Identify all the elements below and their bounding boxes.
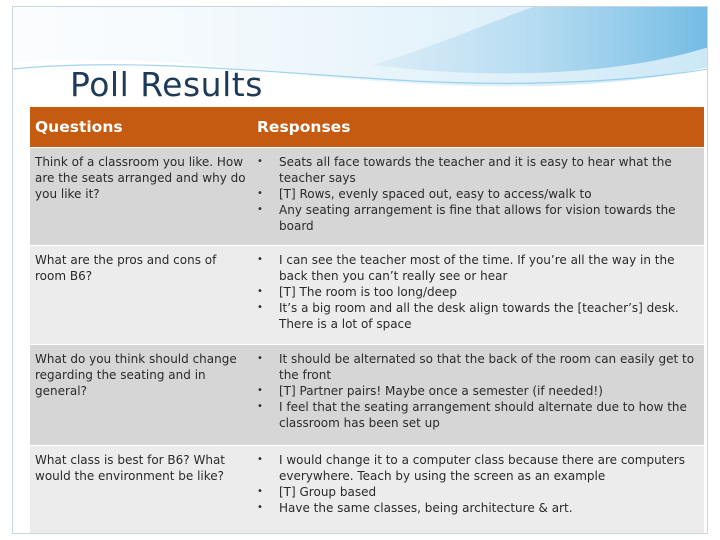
table-row: [30, 246, 704, 345]
question-cell: What do you think should change regarding the seating and in general?: [30, 345, 252, 446]
response-item: • [T] Partner pairs! Maybe once a semester (if needed!): [257, 383, 699, 399]
response-list: [257, 252, 699, 332]
question-cell: What are the pros and cons of room B6?: [30, 246, 252, 345]
response-item: • Have the same classes, being architecture & art.: [257, 500, 699, 516]
page-title: Poll Results: [70, 65, 263, 104]
responses-cell: [252, 148, 704, 246]
response-item: • I can see the teacher most of the time. If you’re all the way in the back then you can’t really see or hear: [257, 252, 699, 284]
poll-results-table: [30, 107, 704, 534]
response-item: • Seats all face towards the teacher and it is easy to hear what the teacher says: [257, 154, 699, 186]
responses-cell: [252, 246, 704, 345]
response-item: • [T] Rows, evenly spaced out, easy to access/walk to: [257, 186, 699, 202]
responses-column-header: Responses: [252, 107, 704, 148]
table-row: [30, 446, 704, 535]
response-list: [257, 154, 699, 234]
response-item: • It’s a big room and all the desk align towards the [teacher’s] desk. There is a lot of space: [257, 300, 699, 332]
response-item: • [T] Group based: [257, 484, 699, 500]
responses-cell: [252, 345, 704, 446]
table-header-row: [30, 107, 704, 148]
response-list: [257, 351, 699, 431]
table-row: [30, 345, 704, 446]
questions-column-header: Questions: [30, 107, 252, 148]
response-item: • It should be alternated so that the back of the room can easily get to the front: [257, 351, 699, 383]
response-item: • [T] The room is too long/deep: [257, 284, 699, 300]
table-row: [30, 148, 704, 246]
question-cell: What class is best for B6? What would the environment be like?: [30, 446, 252, 535]
response-list: [257, 452, 699, 516]
response-item: • I would change it to a computer class because there are computers everywhere. Teach by using the screen as an example: [257, 452, 699, 484]
slide-frame: [12, 6, 708, 534]
response-item: • I feel that the seating arrangement should alternate due to how the classroom has been set up: [257, 399, 699, 431]
question-cell: Think of a classroom you like. How are the seats arranged and why do you like it?: [30, 148, 252, 246]
responses-cell: [252, 446, 704, 535]
response-item: • Any seating arrangement is fine that allows for vision towards the board: [257, 202, 699, 234]
